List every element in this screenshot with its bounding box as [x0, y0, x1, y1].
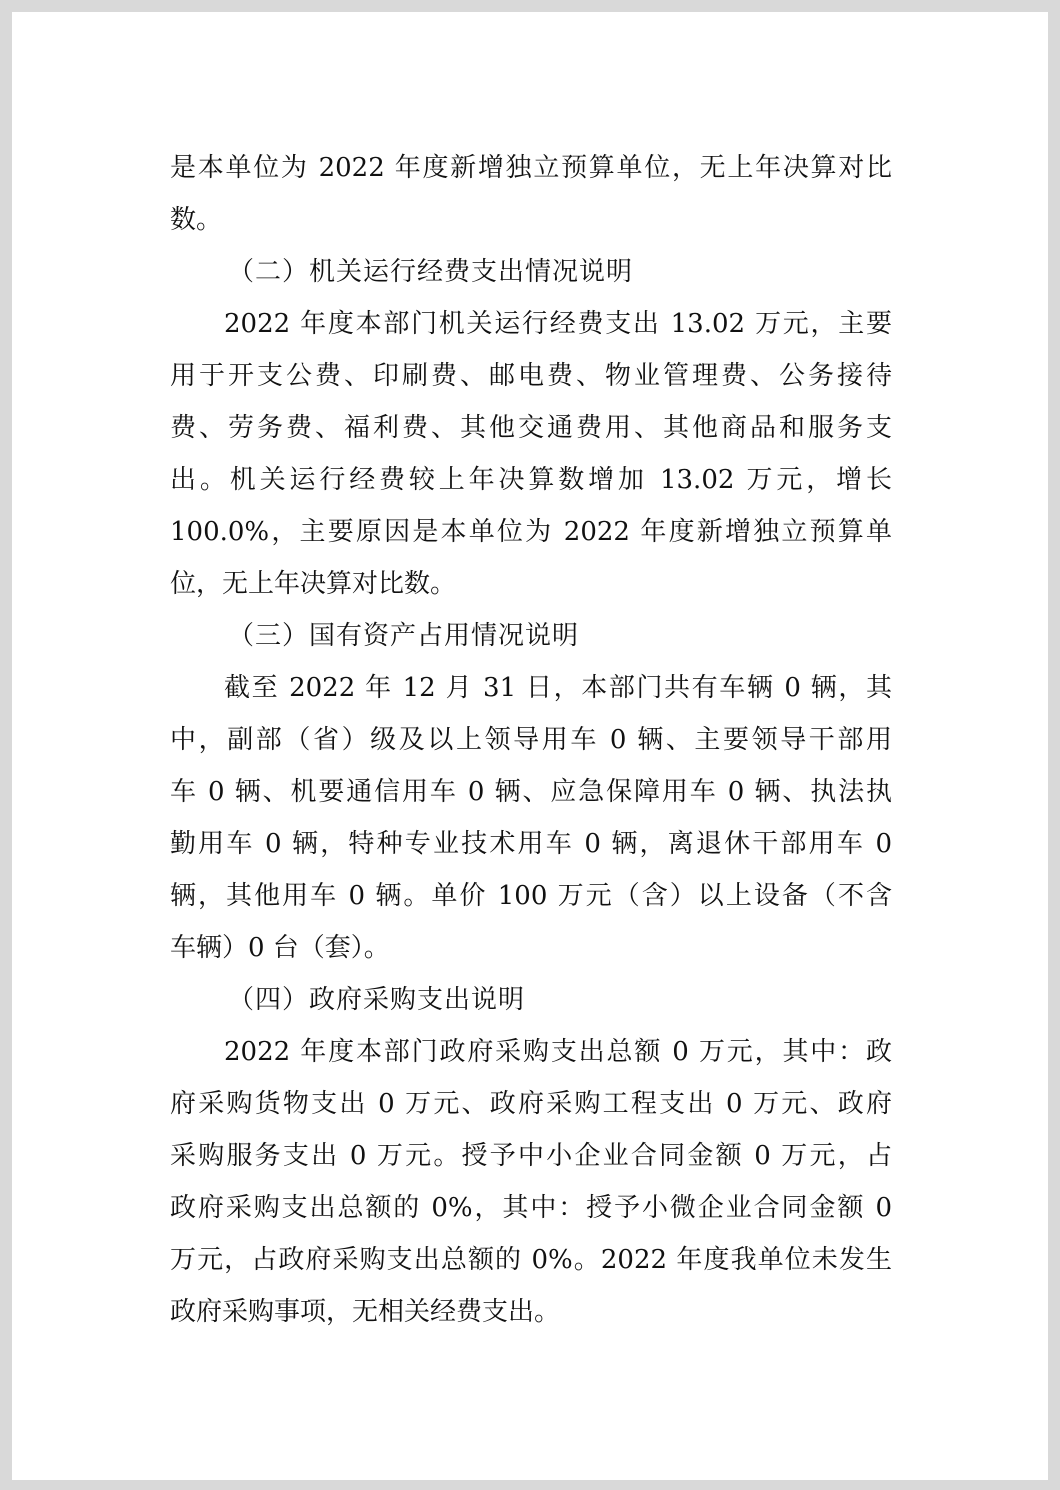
text-line: 政府采购支出总额的 0%，其中：授予小微企业合同金额 0: [170, 1193, 892, 1223]
text-line: 采购服务支出 0 万元。授予中小企业合同金额 0 万元，占: [170, 1141, 892, 1171]
text-line: 辆，其他用车 0 辆。单价 100 万元（含）以上设备（不含: [170, 881, 892, 911]
text-line: 中，副部（省）级及以上领导用车 0 辆、主要领导干部用: [170, 725, 892, 755]
text-line: 用于开支公费、印刷费、邮电费、物业管理费、公务接待: [170, 361, 892, 391]
section-heading-2: （二）机关运行经费支出情况说明: [228, 257, 634, 287]
text-line: 车辆）0 台（套）。: [170, 933, 390, 963]
text-line: 2022 年度本部门机关运行经费支出 13.02 万元，主要: [224, 309, 892, 339]
text-line: 出。机关运行经费较上年决算数增加 13.02 万元，增长: [170, 465, 892, 495]
text-line: 100.0%，主要原因是本单位为 2022 年度新增独立预算单: [170, 517, 892, 547]
text-line: 数。: [170, 205, 223, 235]
text-line: 勤用车 0 辆，特种专业技术用车 0 辆，离退休干部用车 0: [170, 829, 892, 859]
section-heading-4: （四）政府采购支出说明: [228, 985, 526, 1015]
text-line: 2022 年度本部门政府采购支出总额 0 万元，其中：政: [224, 1037, 892, 1067]
text-line: 万元，占政府采购支出总额的 0%。2022 年度我单位未发生: [170, 1245, 892, 1275]
text-line: 车 0 辆、机要通信用车 0 辆、应急保障用车 0 辆、执法执: [170, 777, 892, 807]
text-line: 政府采购事项，无相关经费支出。: [170, 1297, 561, 1327]
text-line: 费、劳务费、福利费、其他交通费用、其他商品和服务支: [170, 413, 892, 443]
section-heading-3: （三）国有资产占用情况说明: [228, 621, 580, 651]
text-line: 是本单位为 2022 年度新增独立预算单位，无上年决算对比: [170, 153, 892, 183]
text-line: 府采购货物支出 0 万元、政府采购工程支出 0 万元、政府: [170, 1089, 892, 1119]
text-line: 截至 2022 年 12 月 31 日，本部门共有车辆 0 辆，其: [224, 673, 892, 703]
text-line: 位，无上年决算对比数。: [170, 569, 457, 599]
